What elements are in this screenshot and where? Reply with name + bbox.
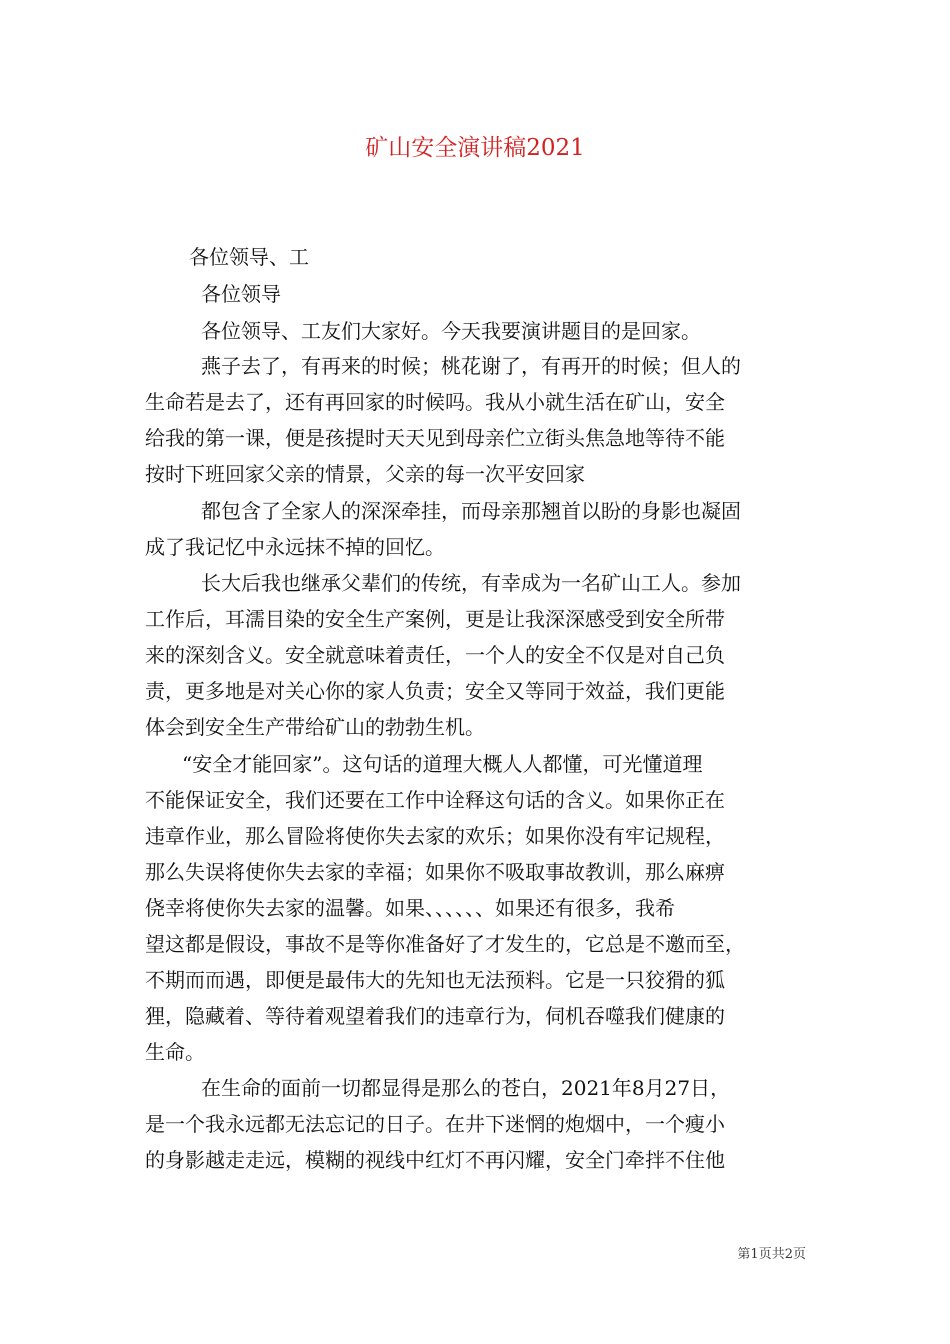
paragraph-line: 各位领导、工	[189, 245, 309, 269]
paragraph-line: 不能保证安全，我们还要在工作中诠释这句话的含义。如果你正在	[145, 788, 725, 812]
paragraph-line: 那么失误将使你失去家的幸福；如果你不吸取事故教训，那么麻痹	[145, 860, 725, 884]
page-number-prefix: 第	[737, 1247, 751, 1262]
paragraph-line: 按时下班回家父亲的情景，父亲的每一次平安回家	[145, 462, 585, 486]
page-number-total: 2	[784, 1247, 793, 1262]
paragraph-line: 体会到安全生产带给矿山的勃勃生机。	[145, 715, 485, 739]
paragraph-line: “安全才能回家”。这句话的道理大概人人都懂，可光懂道理	[182, 752, 703, 776]
paragraph-line: 违章作业，那么冒险将使你失去家的欢乐；如果你没有牢记规程，	[145, 824, 725, 848]
paragraph-line: 是一个我永远都无法忘记的日子。在井下迷惘的炮烟中，一个瘦小	[145, 1112, 725, 1136]
paragraph-line: 各位领导、工友们大家好。今天我要演讲题目的是回家。	[201, 319, 701, 343]
paragraph-line: 侥幸将使你失去家的温馨。如果、、、、、、如果还有很多，我希	[145, 896, 675, 920]
paragraph-line: 生命若是去了，还有再回家的时候吗。我从小就生活在矿山，安全	[145, 390, 725, 414]
paragraph-line: 成了我记忆中永远抹不掉的回忆。	[145, 535, 445, 559]
paragraph-line: 责，更多地是对关心你的家人负责；安全又等同于效益，我们更能	[145, 679, 725, 703]
page-number-suffix: 页	[792, 1247, 806, 1262]
paragraph-line: 各位领导	[201, 282, 281, 306]
document-title: 矿山安全演讲稿2021	[365, 135, 585, 161]
paragraph-line: 工作后，耳濡目染的安全生产案例，更是让我深深感受到安全所带	[145, 607, 725, 631]
paragraph-line: 不期而而遇，即便是最伟大的先知也无法预料。它是一只狡猾的狐	[145, 968, 725, 992]
paragraph-line: 的身影越走走远，模糊的视线中红灯不再闪耀，安全门牵拌不住他	[145, 1148, 725, 1172]
paragraph-line: 长大后我也继承父辈们的传统，有幸成为一名矿山工人。参加	[201, 571, 741, 595]
paragraph-line: 燕子去了，有再来的时候；桃花谢了，有再开的时候；但人的	[201, 354, 741, 378]
paragraph-line: 都包含了全家人的深深牵挂，而母亲那翘首以盼的身影也凝固	[201, 499, 741, 523]
paragraph-line: 给我的第一课，便是孩提时天天见到母亲伫立街头焦急地等待不能	[145, 426, 725, 450]
page-number-middle: 页共	[758, 1247, 785, 1262]
paragraph-line: 来的深刻含义。安全就意味着责任，一个人的安全不仅是对自己负	[145, 643, 725, 667]
paragraph-line: 在生命的面前一切都显得是那么的苍白，2021年8月27日，	[201, 1076, 731, 1100]
page-number-current: 1	[750, 1247, 759, 1262]
paragraph-line: 望这都是假设，事故不是等你准备好了才发生的，它总是不邀而至，	[145, 932, 745, 956]
paragraph-line: 狸，隐藏着、等待着观望着我们的违章行为，伺机吞噬我们健康的	[145, 1004, 725, 1028]
page-number	[737, 1247, 806, 1263]
paragraph-line: 生命。	[145, 1040, 205, 1064]
